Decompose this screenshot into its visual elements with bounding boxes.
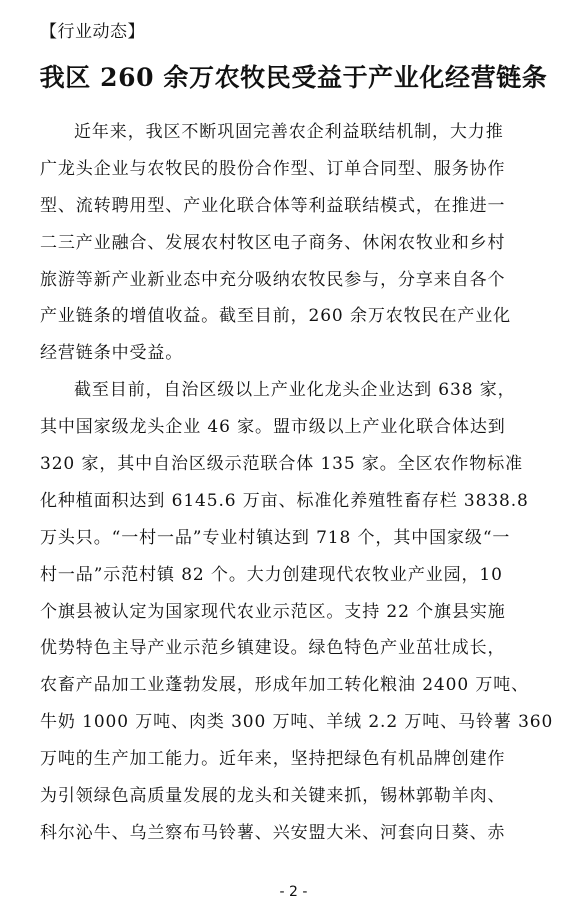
text-line: 牛奶 1000 万吨、肉类 300 万吨、羊绒 2.2 万吨、马铃薯 360 — [40, 712, 554, 733]
text-line: 个旗县被认定为国家现代农业示范区。支持 22 个旗县实施 — [40, 601, 506, 622]
paragraph-1 — [40, 114, 550, 372]
article-body — [40, 114, 554, 852]
text-line: 旅游等新产业新业态中充分吸纳农牧民参与，分享来自各个 — [40, 269, 506, 290]
text-line: 农畜产品加工业蓬勃发展，形成年加工转化粮油 2400 万吨、 — [40, 675, 530, 696]
text-line: 型、流转聘用型、产业化联合体等利益联结模式，在推进一 — [40, 195, 506, 216]
section-tag: 【行业动态】 — [40, 22, 145, 42]
text-line: 广龙头企业与农牧民的股份合作型、订单合同型、服务协作 — [40, 158, 506, 179]
text-line: 为引领绿色高质量发展的龙头和关键来抓，锡林郭勒羊肉、 — [40, 786, 506, 807]
text-line: 村一品”示范村镇 82 个。大力创建现代农牧业产业园，10 — [40, 564, 503, 585]
text-line: 截至目前，自治区级以上产业化龙头企业达到 638 家， — [74, 380, 516, 401]
text-line: 优势特色主导产业示范乡镇建设。绿色特色产业茁壮成长， — [40, 638, 506, 659]
text-line: 万头只。“一村一品”专业村镇达到 718 个，其中国家级“一 — [40, 527, 511, 548]
page-number: - 2 - — [279, 884, 308, 900]
text-line: 其中国家级龙头企业 46 家。盟市级以上产业化联合体达到 — [40, 417, 506, 438]
paragraph-2 — [40, 372, 554, 852]
text-line: 320 家，其中自治区级示范联合体 135 家。全区农作物标准 — [40, 454, 524, 475]
text-line: 近年来，我区不断巩固完善农企利益联结机制，大力推 — [74, 122, 504, 142]
text-line: 经营链条中受益。 — [40, 343, 184, 364]
text-line: 万吨的生产加工能力。近年来，坚持把绿色有机品牌创建作 — [40, 749, 506, 770]
text-line: 科尔沁牛、乌兰察布马铃薯、兴安盟大米、河套向日葵、赤 — [40, 822, 506, 843]
article-headline: 我区 260 余万农牧民受益于产业化经营链条 — [39, 63, 548, 92]
text-line: 产业链条的增值收益。截至目前，260 余万农牧民在产业化 — [40, 306, 512, 327]
text-line: 化种植面积达到 6145.6 万亩、标准化养殖牲畜存栏 3838.8 — [40, 490, 529, 511]
text-line: 二三产业融合、发展农村牧区电子商务、休闲农牧业和乡村 — [40, 232, 506, 253]
